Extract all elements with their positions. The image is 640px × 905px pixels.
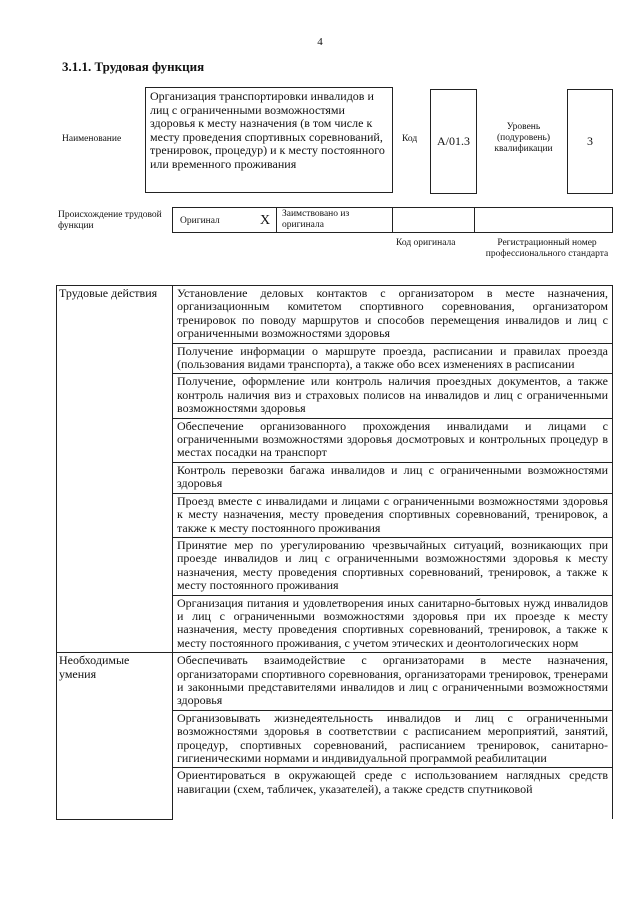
skill-item: Организовывать жизнедеятельность инвалидов и лиц с ограниченными возможностями здоровья в соответствии с расписанием мероприятий, занятий, процедур, спортивных соревнований, расписанием тренировок, санитарно-гигиеническими нормами и индивидуальной программой реабилитации bbox=[173, 710, 613, 768]
action-item: Проезд вместе с инвалидами и лицами с ограниченными возможностями здоровья к месту назначения, месту проведения спортивных соревнований, тренировок, а также к месту постоянного проживания bbox=[173, 493, 613, 537]
action-item: Получение информации о маршруте проезда, расписании и правилах проезда (пользования видами транспорта), а также обо всех изменениях в расписании bbox=[173, 343, 613, 374]
origin-label: Происхождение трудовой функции bbox=[58, 210, 162, 231]
level-value: 3 bbox=[567, 89, 613, 194]
function-name: Организация транспортировки инвалидов и лиц с ограниченными возможностями здоровья к месту назначения (в том числе к месту проведения спортивных соревнований, тренировок, процедур) и к месту постоянного или временного проживания bbox=[145, 87, 393, 193]
origin-divider bbox=[276, 207, 277, 233]
section-label-skills: Необходимые умения bbox=[57, 653, 173, 820]
reg-number-label: Регистрационный номер профессионального стандарта bbox=[485, 238, 609, 259]
borrowed-label: Заимствовано из оригинала bbox=[282, 209, 350, 230]
name-label: Наименование bbox=[62, 134, 122, 144]
section-title: 3.1.1. Трудовая функция bbox=[62, 59, 205, 74]
action-item: Обеспечение организованного прохождения инвалидами и лицами с ограниченными возможностями здоровья досмотровых и контрольных процедур в местах посадки на транспорт bbox=[173, 418, 613, 462]
code-label: Код bbox=[402, 134, 418, 144]
action-item: Контроль перевозки багажа инвалидов и лиц с ограниченными возможностями здоровья bbox=[173, 462, 613, 493]
skill-item-partial bbox=[173, 768, 613, 820]
skill-item: Ориентироваться в окружающей среде с использованием наглядных средств навигации (схем, табличек, указателей), а также средств спутниковой bbox=[177, 769, 608, 796]
level-label: Уровень (подуровень) квалификации bbox=[494, 122, 553, 154]
action-item: Организация питания и удовлетворения иных санитарно-бытовых нужд инвалидов и лиц с ограниченными возможностями здоровья при их проезде к месту назначения, месту проведения спортивных соревнований, тренировок, а также к месту постоянного проживания, с учетом этических и деонтологических норм bbox=[173, 595, 613, 653]
page-number: 4 bbox=[317, 36, 323, 48]
original-checkmark: X bbox=[260, 213, 271, 228]
action-item: Принятие мер по урегулированию чрезвычайных ситуаций, возникающих при проезде инвалидов и лиц с ограниченными возможностями здоровья к месту назначения, месту проведения спортивных соревнований, тренировок, а также к месту постоянного проживания bbox=[173, 537, 613, 595]
table-row bbox=[57, 286, 613, 344]
section-label-actions: Трудовые действия bbox=[57, 286, 173, 653]
table-row bbox=[57, 653, 613, 711]
original-label: Оригинал bbox=[180, 216, 220, 226]
origin-divider bbox=[474, 207, 475, 233]
skill-item: Обеспечивать взаимодействие с организаторами в месте назначения, организаторами спортивного соревнования, организаторами тренировок, тренерами и законными представителями инвалидов и лиц с ограниченными возможностями здоровья bbox=[173, 653, 613, 711]
origin-divider bbox=[392, 207, 393, 233]
action-item: Установление деловых контактов с организатором в месте назначения, организационным комитетом спортивного соревнования, организатором тренировок по поводу маршрутов и способов перемещения инвалидов и лиц с ограниченными возможностями здоровья bbox=[173, 286, 613, 344]
function-table bbox=[56, 285, 613, 820]
code-original-label: Код оригинала bbox=[396, 238, 456, 248]
code-value: A/01.3 bbox=[430, 89, 477, 194]
action-item: Получение, оформление или контроль наличия проездных документов, а также контроль наличия виз и страховых полисов на инвалидов и лиц с ограниченными возможностями здоровья bbox=[173, 374, 613, 418]
